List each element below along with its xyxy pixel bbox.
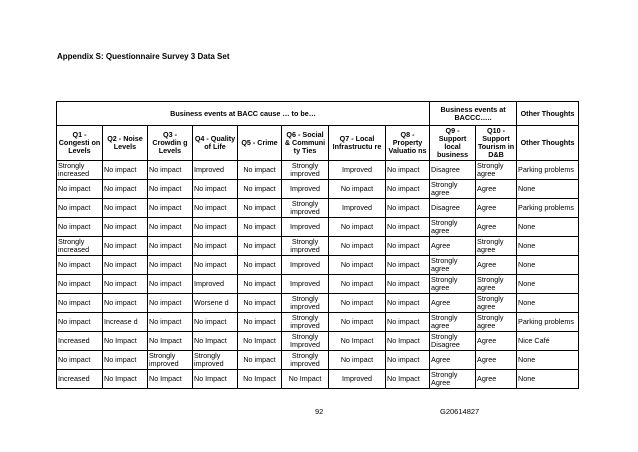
table-row — [57, 161, 579, 180]
table-cell: No impact — [238, 218, 282, 237]
table-cell: Strongly improved — [282, 294, 329, 313]
table-cell: No impact — [386, 313, 430, 332]
table-body — [57, 161, 579, 389]
table-cell: No impact — [386, 351, 430, 370]
table-cell: No impact — [148, 237, 193, 256]
table-cell: Strongly improved — [148, 351, 193, 370]
table-cell: Improved — [282, 180, 329, 199]
table-cell: Strongly agree — [430, 180, 476, 199]
table-cell: None — [517, 256, 579, 275]
table-cell: Agree — [430, 294, 476, 313]
table-cell: Nice Café — [517, 332, 579, 351]
table-cell: No impact — [386, 199, 430, 218]
table-cell: No impact — [329, 218, 386, 237]
table-cell: No impact — [193, 199, 238, 218]
table-cell: No impact — [103, 180, 148, 199]
table-cell: No impact — [148, 294, 193, 313]
table-cell: No impact — [148, 275, 193, 294]
column-header: Q7 - Local Infrastructu re — [329, 126, 386, 161]
table-row — [57, 256, 579, 275]
table-cell: Strongly improved — [193, 351, 238, 370]
table-cell: Strongly agree — [476, 161, 517, 180]
column-header: Other Thoughts — [517, 126, 579, 161]
table-cell: Disagree — [430, 161, 476, 180]
table-cell: No impact — [193, 256, 238, 275]
table-cell: No impact — [238, 161, 282, 180]
table-cell: Agree — [476, 256, 517, 275]
table-cell: No impact — [148, 161, 193, 180]
table-cell: No impact — [57, 180, 103, 199]
table-cell: Strongly agree — [476, 237, 517, 256]
table-cell: No Impact — [148, 332, 193, 351]
table-cell: No impact — [386, 256, 430, 275]
table-row — [57, 313, 579, 332]
table-row — [57, 351, 579, 370]
table-cell: No Impact — [148, 370, 193, 389]
table-cell: No impact — [103, 275, 148, 294]
table-cell: No impact — [329, 237, 386, 256]
table-cell: Increased — [57, 332, 103, 351]
table-cell: No impact — [103, 161, 148, 180]
table-cell: Increased — [57, 370, 103, 389]
table-cell: Improved — [282, 275, 329, 294]
table-cell: No impact — [148, 256, 193, 275]
table-cell: None — [517, 351, 579, 370]
table-cell: No Impact — [103, 370, 148, 389]
table-cell: No Impact — [282, 370, 329, 389]
table-row — [57, 294, 579, 313]
column-header: Q1 - Congesti on Levels — [57, 126, 103, 161]
table-cell: Strongly agree — [430, 275, 476, 294]
table-cell: Strongly agree — [476, 294, 517, 313]
table-cell: Improved — [193, 161, 238, 180]
column-header: Q8 - Property Valuatio ns — [386, 126, 430, 161]
table-cell: No impact — [57, 294, 103, 313]
appendix-heading: Appendix S: Questionnaire Survey 3 Data Set — [57, 52, 230, 61]
column-header: Q4 - Quality of Life — [193, 126, 238, 161]
table-cell: No Impact — [386, 332, 430, 351]
table-cell: No impact — [238, 180, 282, 199]
table-cell: No impact — [386, 180, 430, 199]
table-cell: No impact — [238, 294, 282, 313]
table-cell: Agree — [476, 370, 517, 389]
table-cell: Strongly agree — [476, 313, 517, 332]
table-cell: No impact — [57, 218, 103, 237]
table-cell: None — [517, 180, 579, 199]
table-cell: Increase d — [103, 313, 148, 332]
table-cell: Agree — [476, 199, 517, 218]
table-cell: Strongly agree — [430, 218, 476, 237]
column-header: Q6 - Social & Communi ty Ties — [282, 126, 329, 161]
table-cell: Strongly agree — [430, 256, 476, 275]
table-cell: Parking problems — [517, 313, 579, 332]
table-cell: No impact — [329, 313, 386, 332]
table-cell: Agree — [476, 332, 517, 351]
table-cell: No impact — [193, 218, 238, 237]
table-cell: Agree — [476, 180, 517, 199]
table-cell: Strongly improved — [282, 313, 329, 332]
table-cell: Parking problems — [517, 161, 579, 180]
table-cell: None — [517, 370, 579, 389]
table-cell: None — [517, 218, 579, 237]
table-cell: No impact — [148, 199, 193, 218]
table-cell: None — [517, 294, 579, 313]
survey-data-table — [56, 101, 579, 389]
table-cell: No Impact — [238, 332, 282, 351]
table-cell: None — [517, 237, 579, 256]
table-cell: No impact — [103, 256, 148, 275]
table-cell: Improved — [329, 370, 386, 389]
table-cell: No impact — [329, 256, 386, 275]
table-cell: Strongly Disagree — [430, 332, 476, 351]
table-cell: No impact — [103, 351, 148, 370]
table-cell: No impact — [57, 351, 103, 370]
table-cell: No impact — [103, 218, 148, 237]
table-cell: Strongly improved — [282, 351, 329, 370]
table-cell: No impact — [103, 294, 148, 313]
table-cell: None — [517, 275, 579, 294]
column-header: Q2 - Noise Levels — [103, 126, 148, 161]
table-cell: No impact — [193, 180, 238, 199]
table-cell: No impact — [238, 237, 282, 256]
table-cell: No impact — [238, 199, 282, 218]
table-cell: No impact — [148, 313, 193, 332]
table-cell: No impact — [193, 237, 238, 256]
table-cell: Agree — [430, 237, 476, 256]
table-cell: Strongly agree — [476, 275, 517, 294]
table-cell: No impact — [238, 256, 282, 275]
column-header: Q10 - Support Tourism in D&B — [476, 126, 517, 161]
table-cell: No impact — [238, 313, 282, 332]
table-row — [57, 332, 579, 351]
table-cell: Worsene d — [193, 294, 238, 313]
table-cell: No impact — [57, 199, 103, 218]
table-cell: Disagree — [430, 199, 476, 218]
table-row — [57, 275, 579, 294]
table-cell: No impact — [103, 199, 148, 218]
table-cell: No impact — [148, 218, 193, 237]
table-cell: Parking problems — [517, 199, 579, 218]
table-cell: No impact — [386, 294, 430, 313]
table-cell: Strongly improved — [282, 161, 329, 180]
table-row — [57, 237, 579, 256]
table-cell: No impact — [329, 294, 386, 313]
document-id: G20614827 — [440, 407, 480, 416]
table-cell: No impact — [386, 218, 430, 237]
table-cell: No Impact — [329, 332, 386, 351]
page-number: 92 — [315, 407, 324, 416]
table-cell: No impact — [386, 237, 430, 256]
table-cell: Strongly agree — [430, 313, 476, 332]
table-cell: Agree — [430, 351, 476, 370]
table-cell: No impact — [238, 351, 282, 370]
table-row — [57, 180, 579, 199]
table-cell: Strongly improved — [282, 237, 329, 256]
group-header-business: Business events at BACCC….. — [430, 102, 517, 126]
table-cell: No Impact — [238, 370, 282, 389]
table-cell: No impact — [386, 161, 430, 180]
table-cell: No Impact — [386, 370, 430, 389]
table-cell: No impact — [57, 275, 103, 294]
table-cell: Strongly Improved — [282, 332, 329, 351]
column-header: Q3 - Crowdin g Levels — [148, 126, 193, 161]
column-header-row — [57, 126, 579, 161]
table-row — [57, 199, 579, 218]
group-header-bacc: Business events at BACC cause … to be… — [57, 102, 430, 126]
table-cell: Strongly Agree — [430, 370, 476, 389]
table-cell: Improved — [329, 161, 386, 180]
table-cell: Improved — [282, 256, 329, 275]
table-cell: No impact — [103, 237, 148, 256]
table-row — [57, 370, 579, 389]
column-header: Q9 - Support local business — [430, 126, 476, 161]
table-cell: Agree — [476, 218, 517, 237]
table-cell: Improved — [329, 199, 386, 218]
table-cell: No impact — [148, 180, 193, 199]
table-cell: No Impact — [193, 332, 238, 351]
table-cell: No impact — [193, 313, 238, 332]
table-cell: No impact — [329, 275, 386, 294]
table-cell: No impact — [238, 275, 282, 294]
table-cell: Improved — [193, 275, 238, 294]
table-cell: No Impact — [193, 370, 238, 389]
table-cell: No impact — [386, 275, 430, 294]
table-cell: No Impact — [103, 332, 148, 351]
table-cell: Strongly increased — [57, 237, 103, 256]
table-cell: No impact — [57, 313, 103, 332]
table-cell: No impact — [329, 351, 386, 370]
table-row — [57, 218, 579, 237]
column-header: Q5 - Crime — [238, 126, 282, 161]
table-cell: No impact — [329, 180, 386, 199]
table-cell: Strongly improved — [282, 199, 329, 218]
group-header-other: Other Thoughts — [517, 102, 579, 126]
table-cell: Strongly increased — [57, 161, 103, 180]
table-cell: No impact — [57, 256, 103, 275]
table-cell: Improved — [282, 218, 329, 237]
table-cell: Agree — [476, 351, 517, 370]
